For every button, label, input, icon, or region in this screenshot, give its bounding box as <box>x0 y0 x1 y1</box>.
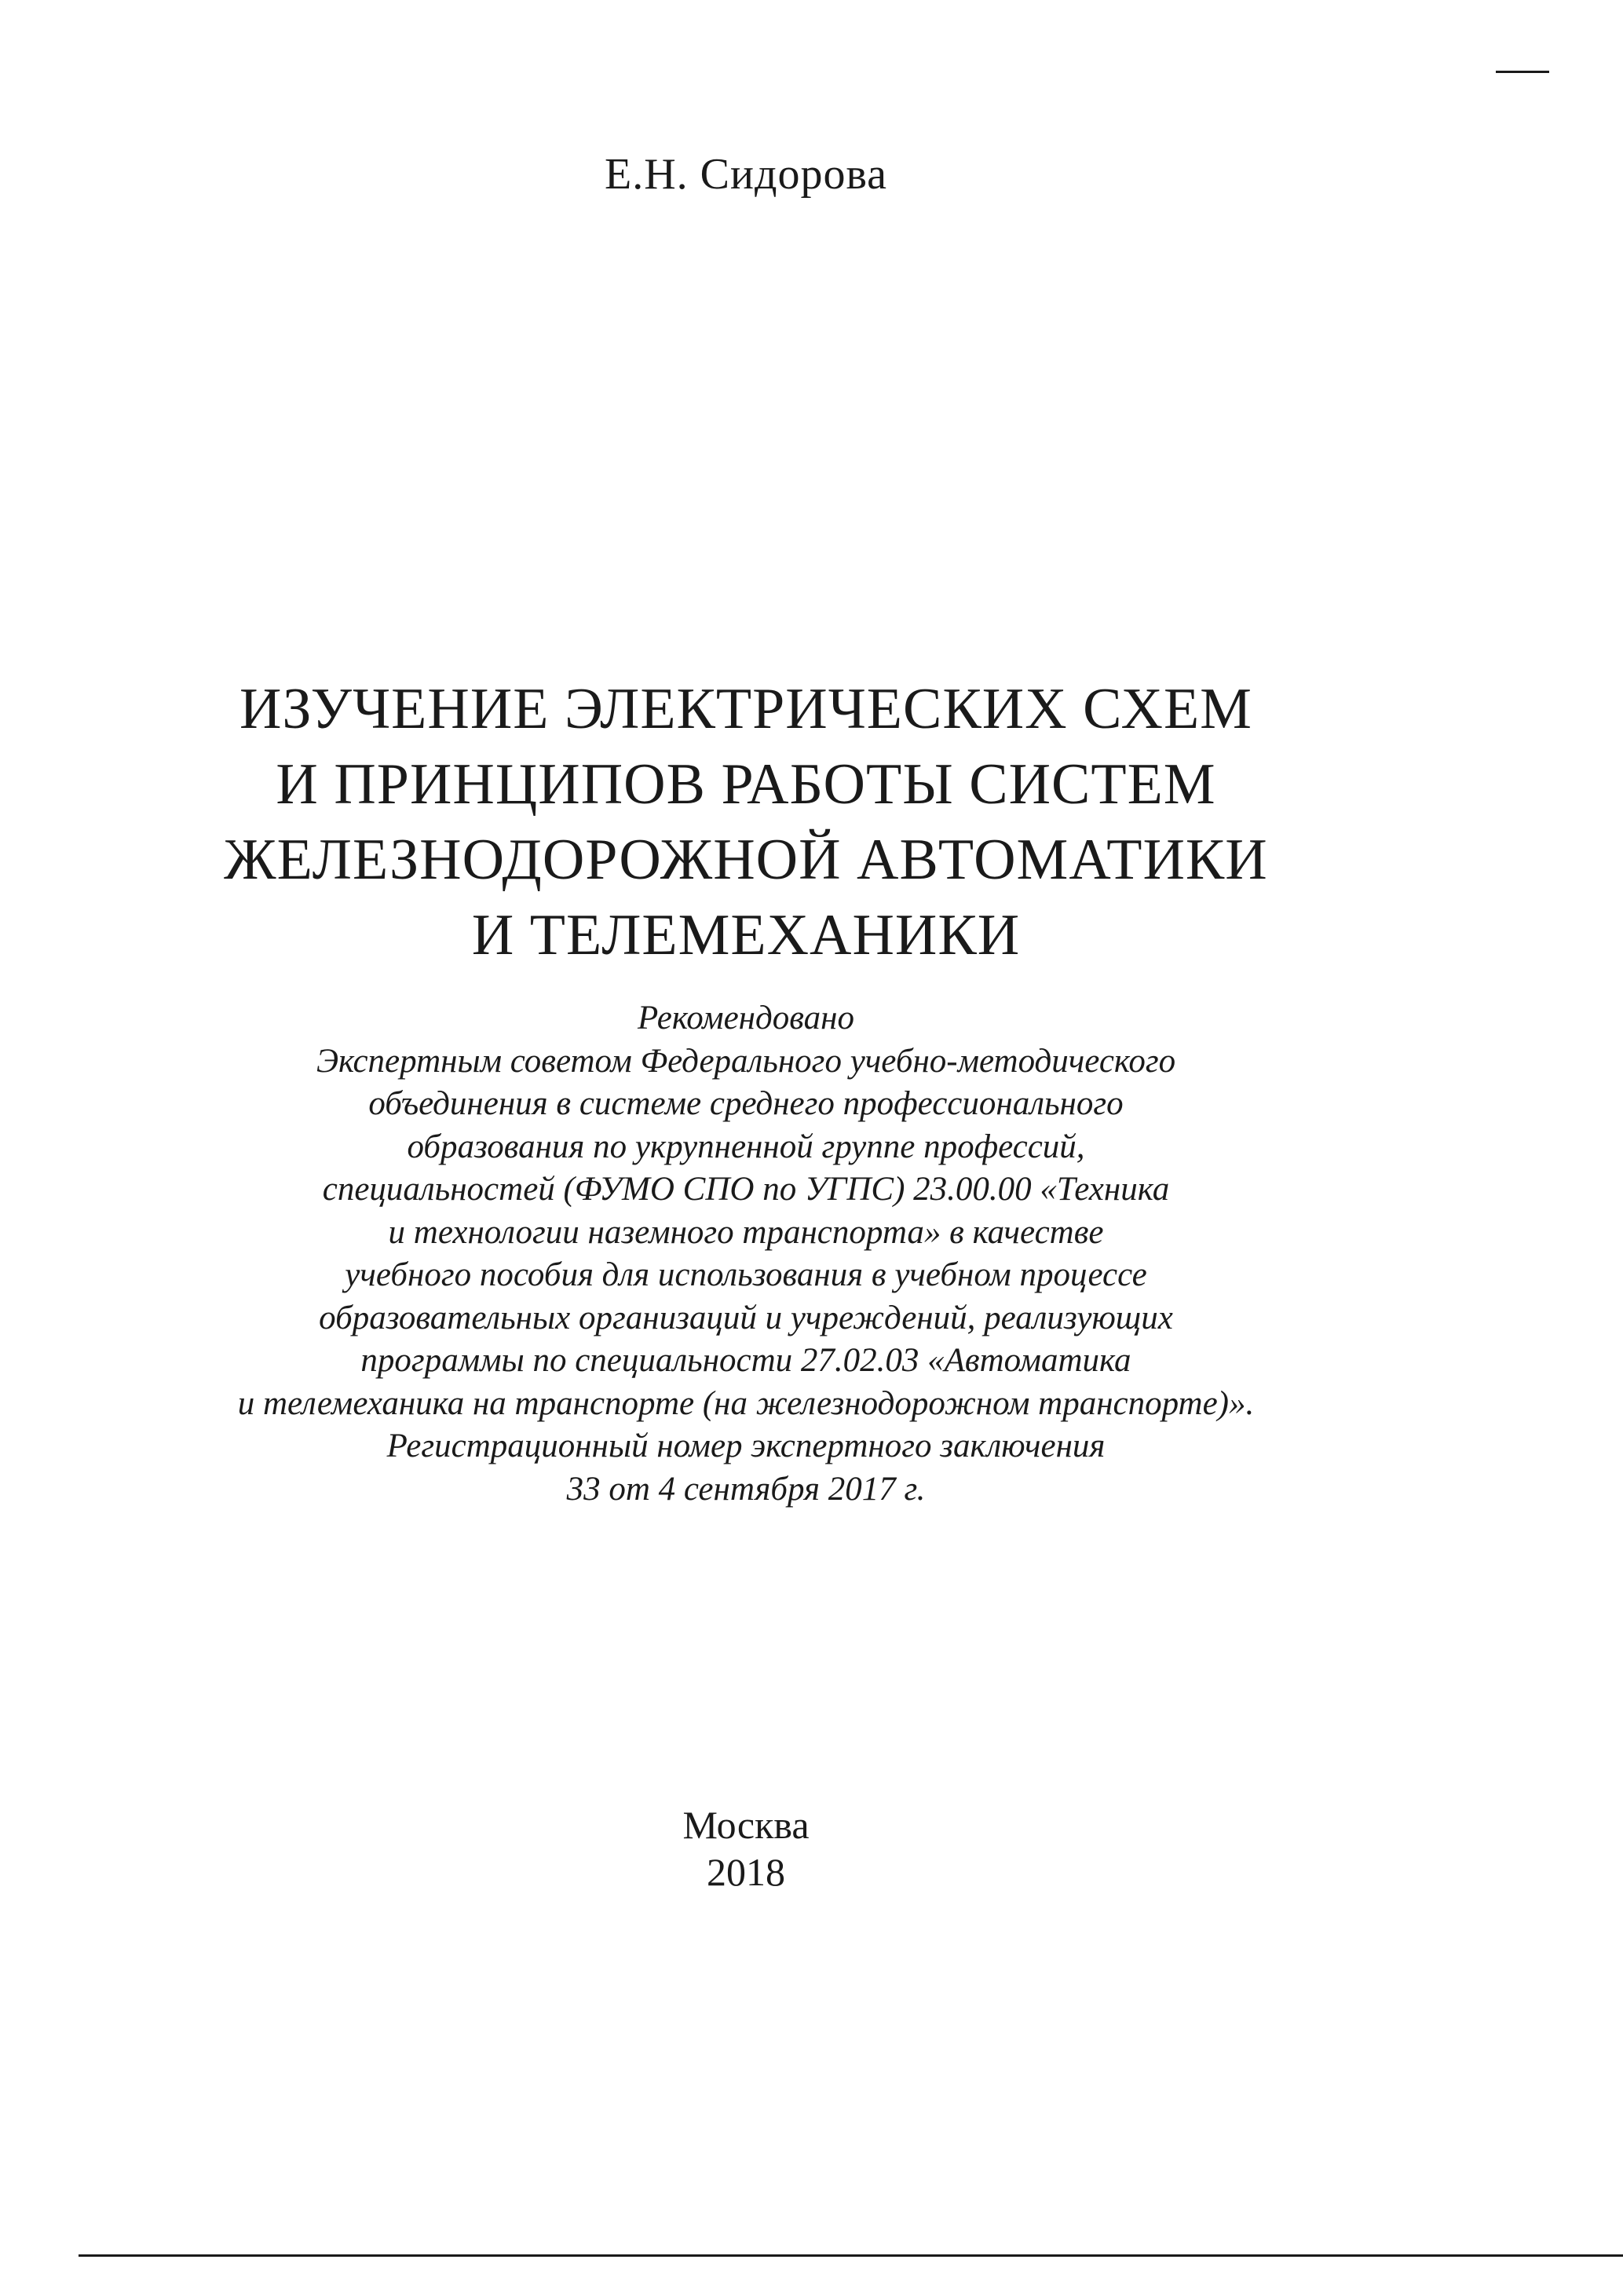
recommendation-line: Экспертным советом Федерального учебно-методического <box>316 1042 1176 1080</box>
recommendation-line: 33 от 4 сентября 2017 г. <box>566 1470 926 1508</box>
recommendation-line: Рекомендовано <box>638 1000 854 1036</box>
corner-mark <box>1496 71 1549 73</box>
recommendation-line: образовательных организаций и учреждений, реализующих <box>319 1299 1173 1336</box>
recommendation-line: и технологии наземного транспорта» в качестве <box>388 1213 1104 1251</box>
bottom-rule <box>79 2254 1623 2257</box>
title-line: И ТЕЛЕМЕХАНИКИ <box>471 903 1021 967</box>
author-name: Е.Н. Сидорова <box>604 150 888 199</box>
publication-city: Москва <box>682 1803 810 1847</box>
title-line: ЖЕЛЕЗНОДОРОЖНОЙ АВТОМАТИКИ <box>224 828 1268 892</box>
recommendation-line: и телемеханика на транспорте (на железнодорожном транспорте)». <box>237 1384 1255 1422</box>
recommendation-line: объединения в системе среднего профессионального <box>368 1085 1124 1122</box>
recommendation-block <box>0 997 1492 1511</box>
title-line: ИЗУЧЕНИЕ ЭЛЕКТРИЧЕСКИХ СХЕМ <box>239 677 1252 741</box>
title-line: И ПРИНЦИПОВ РАБОТЫ СИСТЕМ <box>276 752 1216 817</box>
recommendation-line: Регистрационный номер экспертного заключения <box>386 1428 1106 1464</box>
recommendation-line: специальностей (ФУМО СПО по УГПС) 23.00.00 «Техника <box>322 1171 1170 1208</box>
book-title <box>0 671 1492 973</box>
recommendation-line: учебного пособия для использования в учебном процессе <box>345 1256 1147 1293</box>
recommendation-line: программы по специальности 27.02.03 «Автоматика <box>360 1342 1131 1379</box>
publication-year: 2018 <box>707 1850 785 1894</box>
recommendation-line: образования по укрупненной группе профессий, <box>407 1128 1085 1165</box>
